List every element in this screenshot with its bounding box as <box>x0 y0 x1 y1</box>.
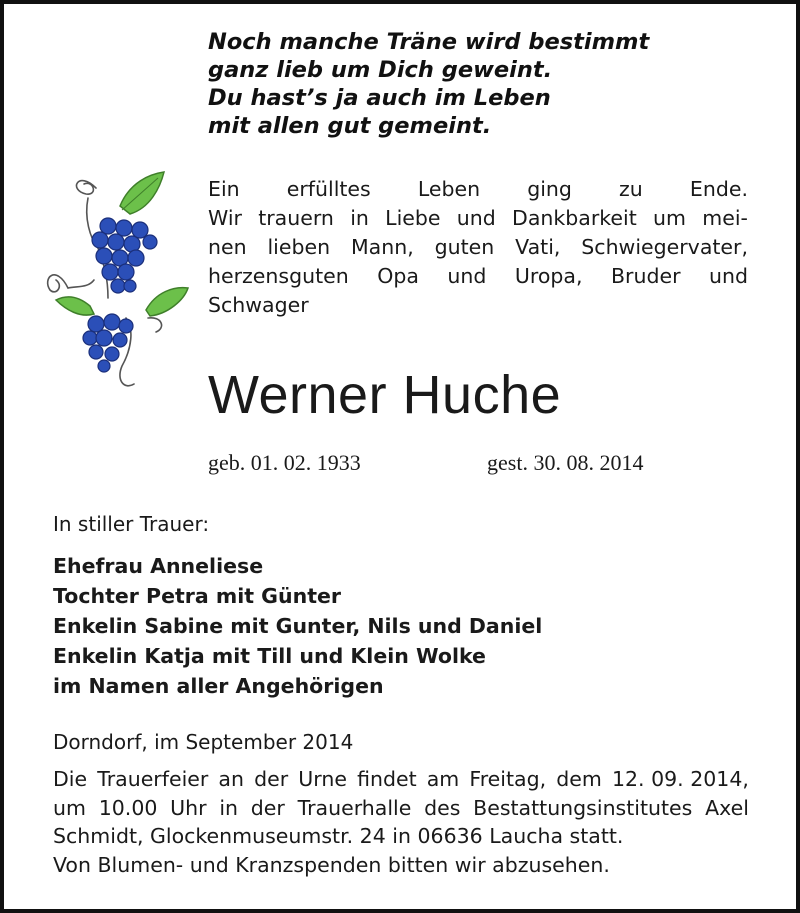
service-line <box>53 851 749 880</box>
word: findet <box>357 767 417 791</box>
word: Von Blumen- und Kranzspenden bitten wir abzusehen. <box>53 852 610 877</box>
word: guten <box>434 235 495 259</box>
poem-line: Noch manche Träne wird bestimmt <box>208 29 650 55</box>
intro-line <box>208 204 748 233</box>
word: Uhr <box>170 795 207 820</box>
word: 10.00 <box>98 795 158 820</box>
word: Die <box>53 767 88 791</box>
word: Schwiegervater, <box>581 235 748 259</box>
word: Ein <box>208 177 240 201</box>
word: Bestattungsinstitutes <box>473 795 693 820</box>
word: Trauerfeier <box>97 767 209 791</box>
grapevine-icon <box>38 168 198 398</box>
word: Freitag, <box>469 767 547 791</box>
intro-line <box>208 175 748 204</box>
intro-text <box>208 175 748 320</box>
word: Wir <box>208 206 242 230</box>
mourner-line: Ehefrau Anneliese <box>53 554 264 578</box>
service-info <box>53 765 749 879</box>
word: Vati, <box>515 235 561 259</box>
word: ging <box>527 177 572 201</box>
word: in <box>350 206 369 230</box>
word: zu <box>619 177 643 201</box>
word: in <box>219 795 239 820</box>
service-line <box>53 794 749 823</box>
poem-line: Du hast’s ja auch im Leben <box>208 85 551 111</box>
intro-line <box>208 262 748 291</box>
word: Mann, <box>350 235 414 259</box>
word: Schmidt, Glockenmuseumstr. 24 in 06636 Laucha statt. <box>53 824 624 848</box>
word: Urne <box>298 767 347 791</box>
word: Uropa, <box>514 264 583 288</box>
word: Schwager <box>208 293 309 317</box>
word: Dankbarkeit <box>512 206 637 230</box>
word: trauern <box>258 206 334 230</box>
intro-line <box>208 291 748 320</box>
word: Ende. <box>689 177 748 201</box>
word: Trauerhalle <box>297 795 412 820</box>
word: des <box>424 795 461 820</box>
word: und <box>447 264 487 288</box>
word: Liebe <box>385 206 441 230</box>
intro-line <box>208 233 748 262</box>
word: Leben <box>417 177 481 201</box>
word: Axel <box>705 795 749 820</box>
mourner-line: Enkelin Katja mit Till und Klein Wolke <box>53 644 486 668</box>
mourners-label: In stiller Trauer: <box>53 512 210 536</box>
mourner-line: im Namen aller Angehörigen <box>53 674 384 698</box>
word: mei- <box>702 206 748 230</box>
poem <box>208 28 649 140</box>
word: der <box>250 795 285 820</box>
word: Opa <box>377 264 419 288</box>
poem-line: ganz lieb um Dich geweint. <box>208 57 553 83</box>
leaf-right <box>146 288 188 316</box>
word: dem <box>556 767 602 791</box>
service-line <box>53 822 749 851</box>
word: der <box>254 767 289 791</box>
place-date: Dorndorf, im September 2014 <box>53 730 354 754</box>
word: und <box>456 206 496 230</box>
birth-date: geb. 01. 02. 1933 <box>208 450 361 475</box>
mourner-line: Tochter Petra mit Günter <box>53 584 342 608</box>
word: um <box>53 795 86 820</box>
mourner-line: Enkelin Sabine mit Gunter, Nils und Daniel <box>53 614 543 638</box>
word: lieben <box>267 235 331 259</box>
death-date: gest. 30. 08. 2014 <box>487 450 644 475</box>
leaf-left <box>56 297 94 315</box>
mourners-list <box>53 551 542 701</box>
poem-line: mit allen gut gemeint. <box>208 113 492 139</box>
deceased-name: Werner Huche <box>208 365 562 425</box>
word: nen <box>208 235 247 259</box>
word: erfülltes <box>286 177 371 201</box>
word: Bruder <box>610 264 681 288</box>
service-line <box>53 765 749 794</box>
word: an <box>218 767 244 791</box>
word: herzensguten <box>208 264 349 288</box>
word: um <box>653 206 686 230</box>
word: 12. 09. 2014, <box>611 767 749 791</box>
word: am <box>426 767 460 791</box>
word: und <box>708 264 748 288</box>
